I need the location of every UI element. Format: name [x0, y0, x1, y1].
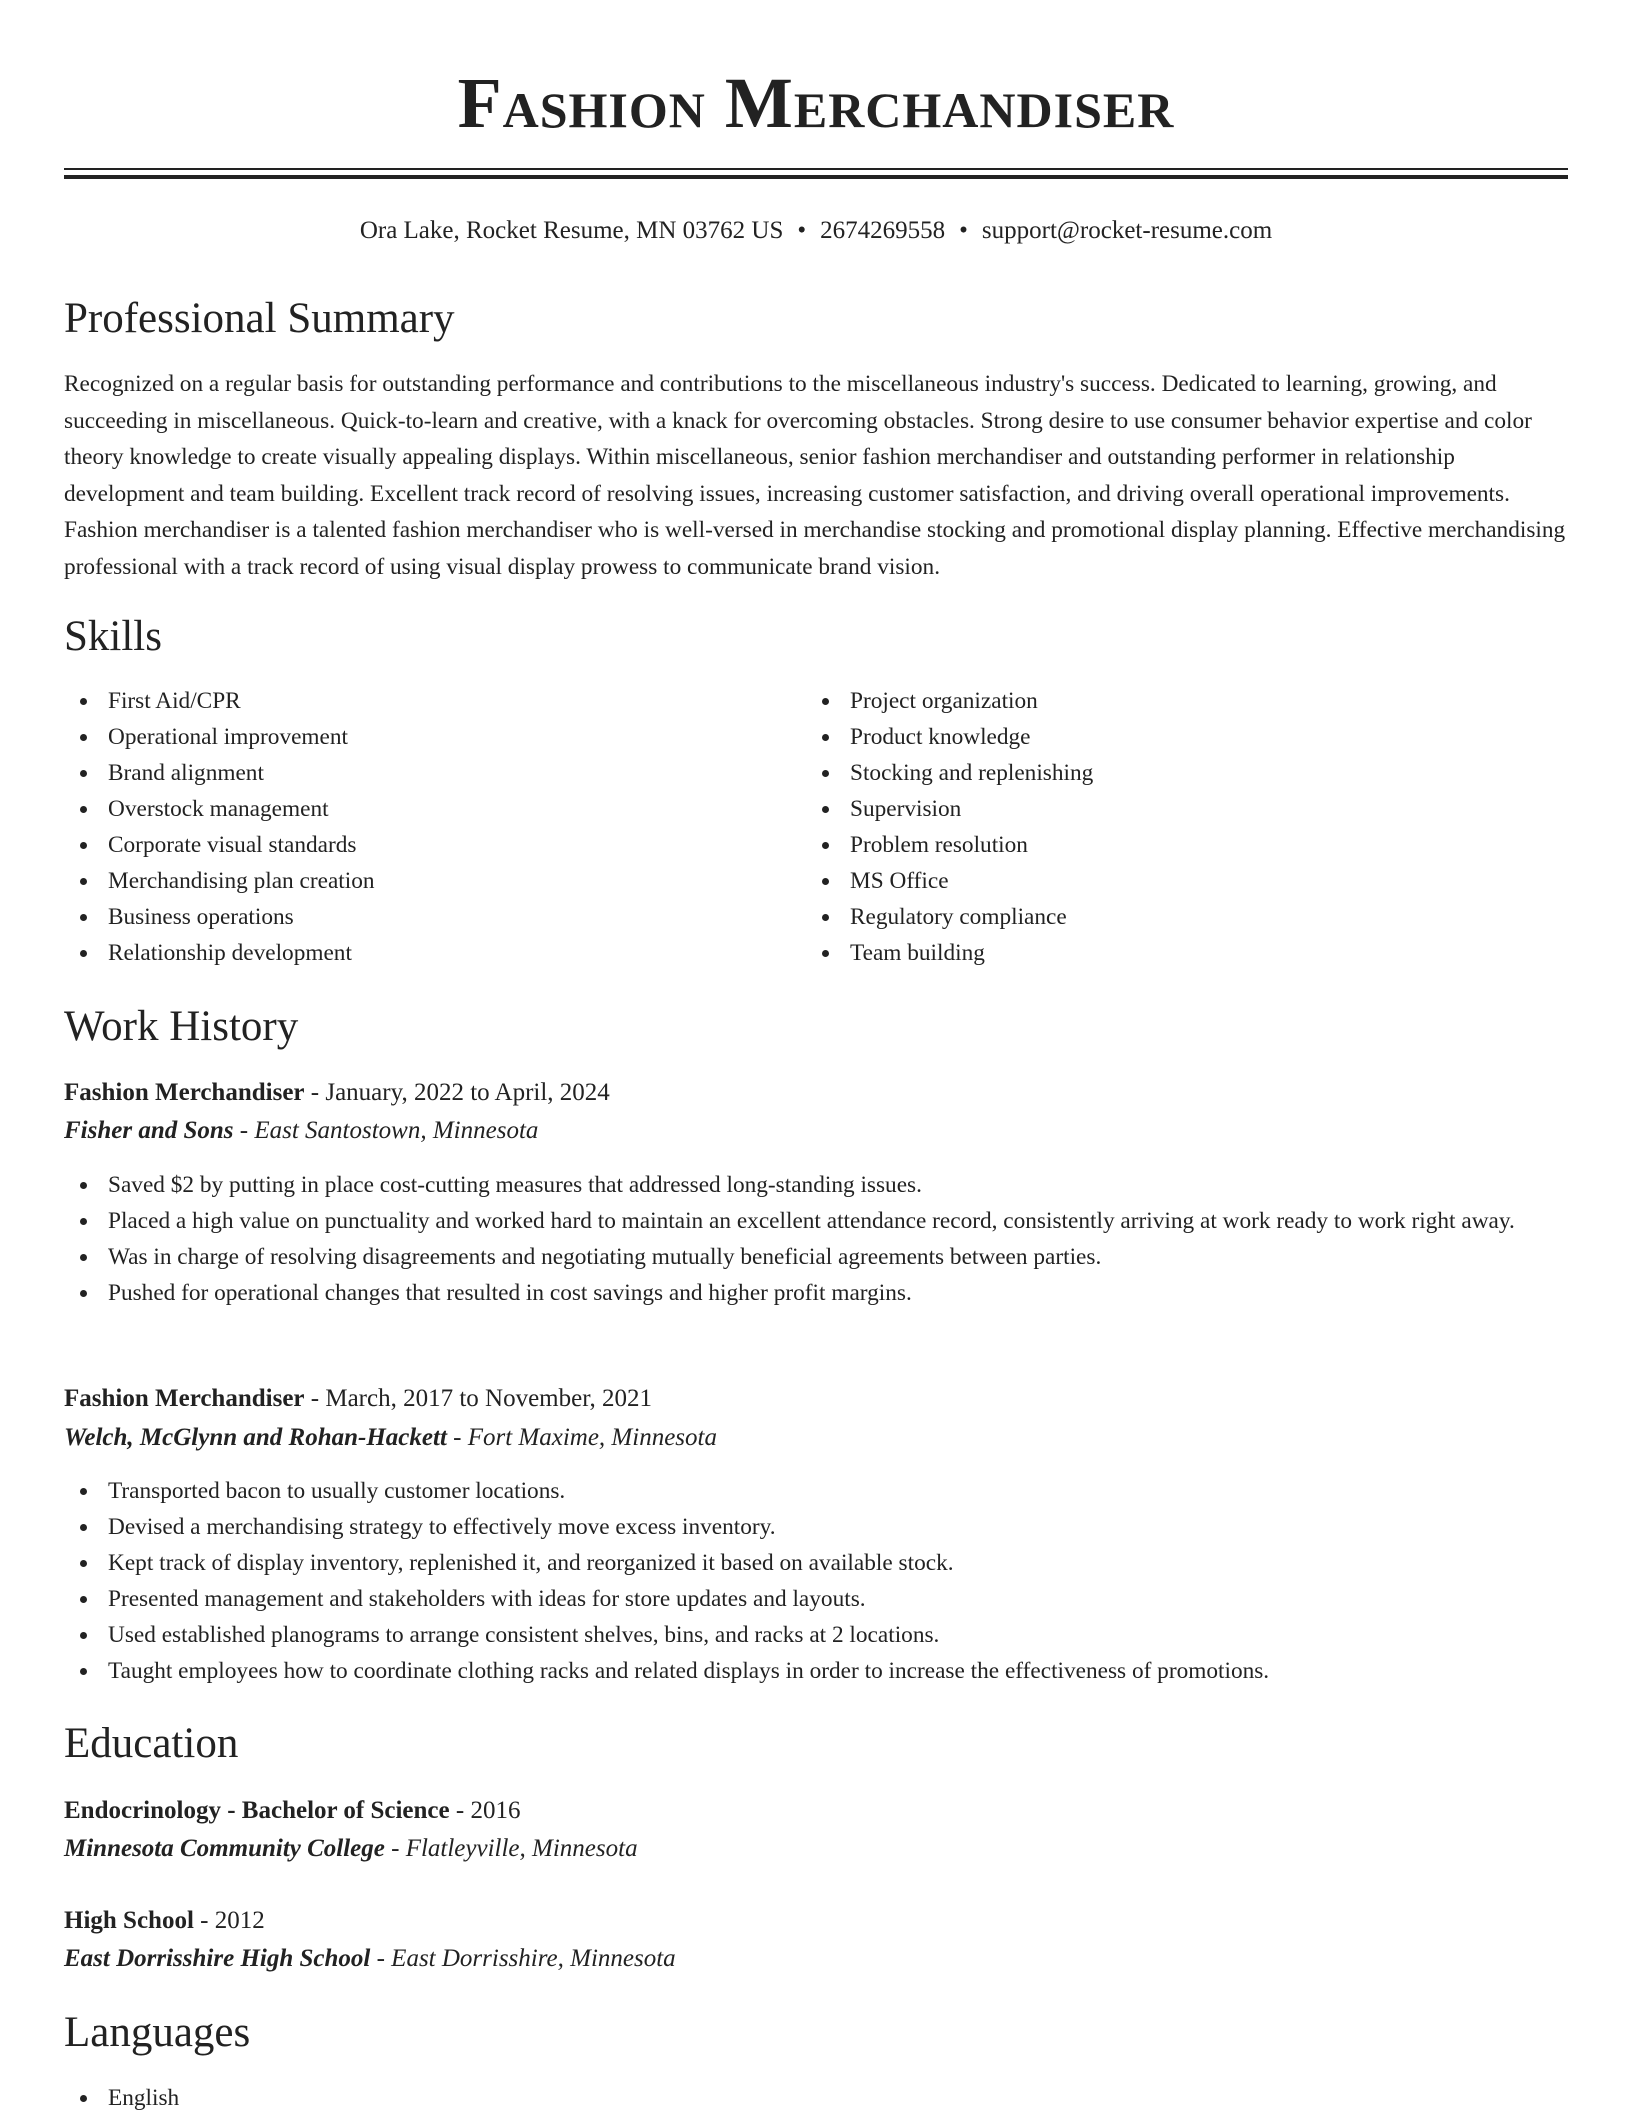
skill-item: Problem resolution [806, 827, 1506, 863]
education-year: - 2012 [193, 1907, 265, 1934]
skill-item: Merchandising plan creation [64, 863, 764, 899]
job-bullet: Devised a merchandising strategy to effectively move excess inventory. [64, 1509, 1568, 1545]
skill-item: Product knowledge [806, 719, 1506, 755]
languages-heading: Languages [64, 2009, 251, 2056]
job-dates: - January, 2022 to April, 2024 [304, 1079, 610, 1106]
skill-item: First Aid/CPR [64, 683, 764, 719]
job-title-line [64, 1381, 652, 1417]
job-location: - East Santostown, Minnesota [233, 1117, 539, 1144]
job-company: Welch, McGlynn and Rohan-Hackett [64, 1424, 447, 1451]
skills-list-left [64, 683, 764, 971]
education-school: Minnesota Community College [64, 1835, 385, 1862]
education-location: - Flatleyville, Minnesota [384, 1835, 638, 1862]
languages-list [64, 2080, 1568, 2116]
job-bullet: Saved $2 by putting in place cost-cutting measures that addressed long-standing issues. [64, 1167, 1568, 1203]
skill-item: Corporate visual standards [64, 827, 764, 863]
skill-item: Brand alignment [64, 755, 764, 791]
skill-item: Project organization [806, 683, 1506, 719]
summary-heading: Professional Summary [64, 295, 455, 342]
education-year: - 2016 [449, 1797, 521, 1824]
title-divider-thick [64, 175, 1568, 179]
skill-item: Stocking and replenishing [806, 755, 1506, 791]
work-history-heading: Work History [64, 1003, 299, 1050]
skills-heading: Skills [64, 613, 162, 660]
job-bullet: Was in charge of resolving disagreements and negotiating mutually beneficial agreements between parties. [64, 1239, 1568, 1275]
job-company-line [64, 1113, 538, 1149]
skill-item: Regulatory compliance [806, 899, 1506, 935]
job-bullet: Pushed for operational changes that resulted in cost savings and higher profit margins. [64, 1275, 1568, 1311]
job-bullet: Placed a high value on punctuality and worked hard to maintain an excellent attendance record, consistently arriving at work ready to work right away. [64, 1203, 1568, 1239]
job-title: Fashion Merchandiser [64, 1385, 305, 1412]
skill-item: MS Office [806, 863, 1506, 899]
skill-item: Business operations [64, 899, 764, 935]
education-location: - East Dorrisshire, Minnesota [370, 1945, 676, 1972]
education-degree-line [64, 1793, 520, 1829]
job-bullet: Kept track of display inventory, replenished it, and reorganized it based on available stock. [64, 1545, 1568, 1581]
job-location: - Fort Maxime, Minnesota [446, 1424, 717, 1451]
summary-text: Recognized on a regular basis for outstanding performance and contributions to the miscellaneous industry's success. Dedicated to learning, growing, and succeeding in miscellaneous. Quick-to-learn and creative, with a knack for overcoming obstacles. Strong desire to use consumer behavior expertise and color theory knowledge to create visually appealing displays. Within miscellaneous, senior fashion merchandiser and outstanding performer in relationship development and team building. Excellent track record of resolving issues, increasing customer satisfaction, and driving overall operational improvements. Fashion merchandiser is a talented fashion merchandiser who is well-versed in merchandise stocking and promotional display planning. Effective merchandising professional with a track record of using visual display prowess to communicate brand vision. [64, 371, 1566, 580]
job-bullet: Transported bacon to usually customer locations. [64, 1473, 1568, 1509]
language-item: English [64, 2080, 1568, 2116]
contact-phone: 2674269558 [820, 217, 946, 244]
job-title: Fashion Merchandiser [64, 1079, 305, 1106]
job-bullets [64, 1473, 1568, 1689]
job-bullets [64, 1167, 1568, 1311]
job-bullet: Presented management and stakeholders with ideas for store updates and layouts. [64, 1581, 1568, 1617]
education-degree: High School [64, 1907, 194, 1934]
contact-line [0, 213, 1632, 249]
contact-email: support@rocket-resume.com [981, 217, 1273, 244]
job-bullet: Used established planograms to arrange consistent shelves, bins, and racks at 2 locations. [64, 1617, 1568, 1653]
education-school: East Dorrisshire High School [64, 1945, 371, 1972]
education-degree: Endocrinology - Bachelor of Science [64, 1797, 450, 1824]
contact-address: Ora Lake, Rocket Resume, MN 03762 US [359, 217, 784, 244]
skill-item: Overstock management [64, 791, 764, 827]
title-divider-thin [64, 168, 1568, 170]
job-company: Fisher and Sons [64, 1117, 234, 1144]
contact-separator: • [797, 217, 807, 244]
job-bullet: Taught employees how to coordinate clothing racks and related displays in order to increase the effectiveness of promotions. [64, 1653, 1568, 1689]
skill-item: Team building [806, 935, 1506, 971]
education-school-line [64, 1941, 676, 1977]
education-heading: Education [64, 1720, 239, 1767]
skill-item: Relationship development [64, 935, 764, 971]
skills-list-right [806, 683, 1506, 971]
education-degree-line [64, 1903, 265, 1939]
education-school-line [64, 1831, 638, 1867]
skill-item: Operational improvement [64, 719, 764, 755]
job-title-line [64, 1075, 610, 1111]
page-title: Fashion Merchandiser [457, 63, 1175, 143]
job-company-line [64, 1420, 717, 1456]
contact-separator: • [959, 217, 968, 244]
skill-item: Supervision [806, 791, 1506, 827]
job-dates: - March, 2017 to November, 2021 [304, 1385, 653, 1412]
